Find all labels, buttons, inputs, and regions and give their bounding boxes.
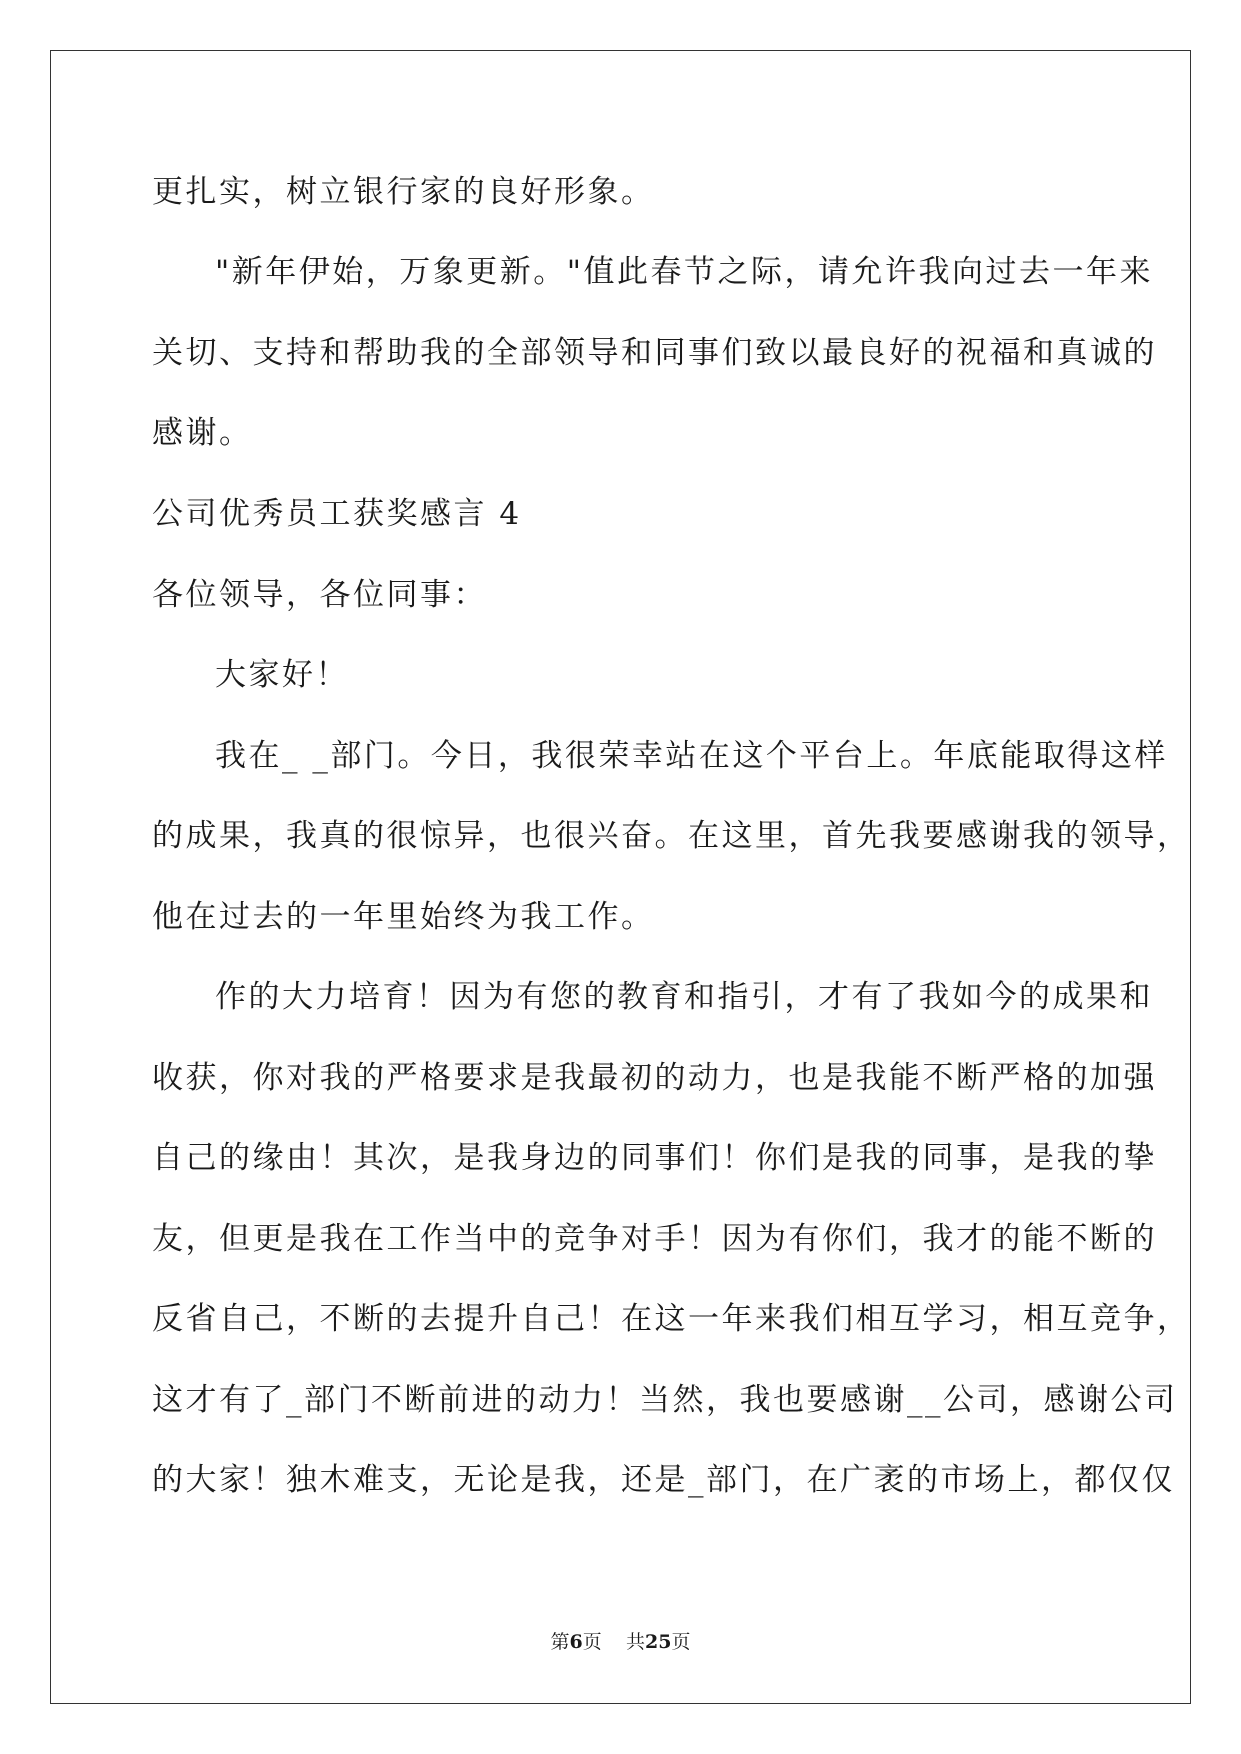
paragraph-line: 关切、支持和帮助我的全部领导和同事们致以最良好的祝福和真诚的	[152, 335, 1157, 371]
paragraph-line: 反省自己，不断的去提升自己！在这一年来我们相互学习，相互竞争，	[152, 1301, 1191, 1337]
greeting: 大家好！	[215, 657, 349, 693]
section-heading: 公司优秀员工获奖感言 4	[152, 496, 522, 532]
paragraph-line: 这才有了_部门不断前进的动力！当然，我也要感谢__公司，感谢公司	[152, 1382, 1178, 1418]
total-pages: 25	[644, 1631, 672, 1653]
page-border	[50, 50, 1191, 1704]
page-number: 6	[569, 1631, 583, 1653]
total-suffix: 页	[671, 1631, 691, 1653]
paragraph-line: 收获，你对我的严格要求是我最初的动力，也是我能不断严格的加强	[152, 1060, 1157, 1096]
paragraph-line: 作的大力培育！因为有您的教育和指引，才有了我如今的成果和	[215, 979, 1153, 1015]
paragraph-line: 的大家！独木难支，无论是我，还是_部门，在广袤的市场上，都仅仅	[152, 1462, 1175, 1498]
paragraph-line: 我在_ _部门。今日，我很荣幸站在这个平台上。年底能取得这样	[215, 738, 1168, 774]
page-suffix: 页	[582, 1631, 602, 1653]
paragraph-line: 自己的缘由！其次，是我身边的同事们！你们是我的同事，是我的挚	[152, 1140, 1157, 1176]
page-prefix: 第	[550, 1631, 570, 1653]
total-prefix: 共	[625, 1631, 645, 1653]
paragraph-line: 感谢。	[152, 415, 253, 451]
page-footer	[0, 1630, 1241, 1654]
paragraph-line: 友，但更是我在工作当中的竞争对手！因为有你们，我才的能不断的	[152, 1221, 1157, 1257]
paragraph-line: 的成果，我真的很惊异，也很兴奋。在这里，首先我要感谢我的领导，	[152, 818, 1191, 854]
paragraph-line: "新年伊始，万象更新。"值此春节之际，请允许我向过去一年来	[215, 254, 1154, 290]
paragraph-line: 他在过去的一年里始终为我工作。	[152, 899, 655, 935]
paragraph-line: 更扎实，树立银行家的良好形象。	[152, 174, 655, 210]
salutation: 各位领导，各位同事：	[152, 577, 487, 613]
